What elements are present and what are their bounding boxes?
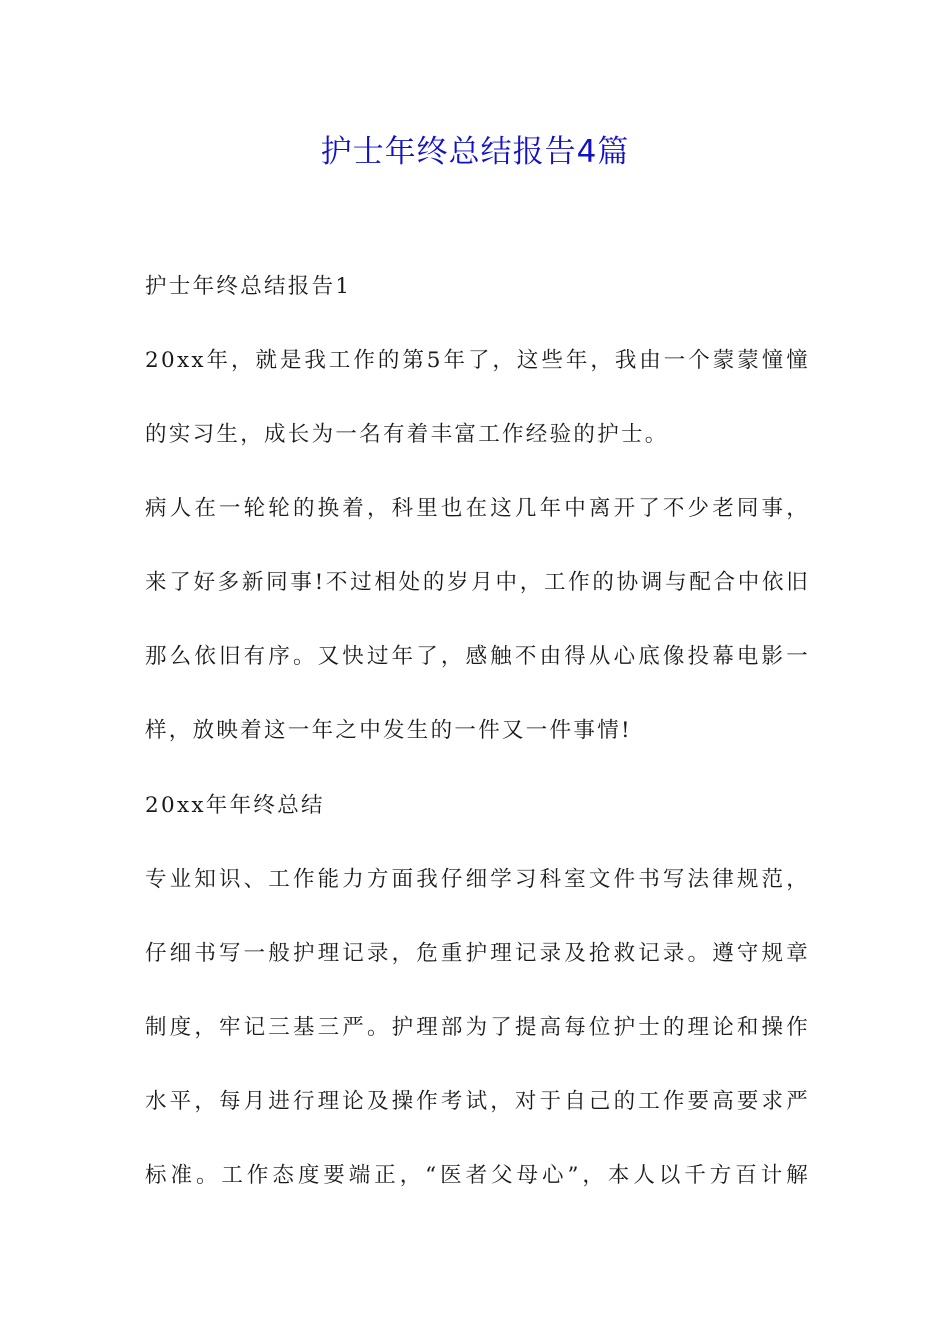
paragraph-line: 水平，每月进行理论及操作考试，对于自己的工作要高要求严: [145, 1089, 810, 1114]
paragraph-line: 专业知识、工作能力方面我仔细学习科室文件书写法律规范，: [145, 867, 810, 892]
paragraph-line: 的实习生，成长为一名有着丰富工作经验的护士。: [145, 422, 669, 447]
paragraph-line: 病人在一轮轮的换着，科里也在这几年中离开了不少老同事，: [145, 496, 810, 521]
paragraph-line: 20xx年，就是我工作的第5年了，这些年，我由一个蒙蒙憧憧: [145, 348, 810, 373]
paragraph-line: 那么依旧有序。又快过年了，感触不由得从心底像投幕电影一: [145, 644, 810, 669]
section-heading-report-1: 护士年终总结报告1: [145, 274, 352, 299]
paragraph-line: 来了好多新同事!不过相处的岁月中，工作的协调与配合中依旧: [145, 570, 810, 595]
paragraph-line: 仔细书写一般护理记录，危重护理记录及抢救记录。遵守规章: [145, 941, 810, 966]
paragraph-line: 制度，牢记三基三严。护理部为了提高每位护士的理论和操作: [145, 1015, 810, 1040]
paragraph-line: 样，放映着这一年之中发生的一件又一件事情!: [145, 718, 632, 743]
section-heading-annual-summary: 20xx年年终总结: [145, 793, 325, 818]
paragraph-line: 标准。工作态度要端正，“医者父母心”，本人以千方百计解: [145, 1163, 810, 1188]
document-title: 护士年终总结报告4篇: [320, 134, 630, 170]
